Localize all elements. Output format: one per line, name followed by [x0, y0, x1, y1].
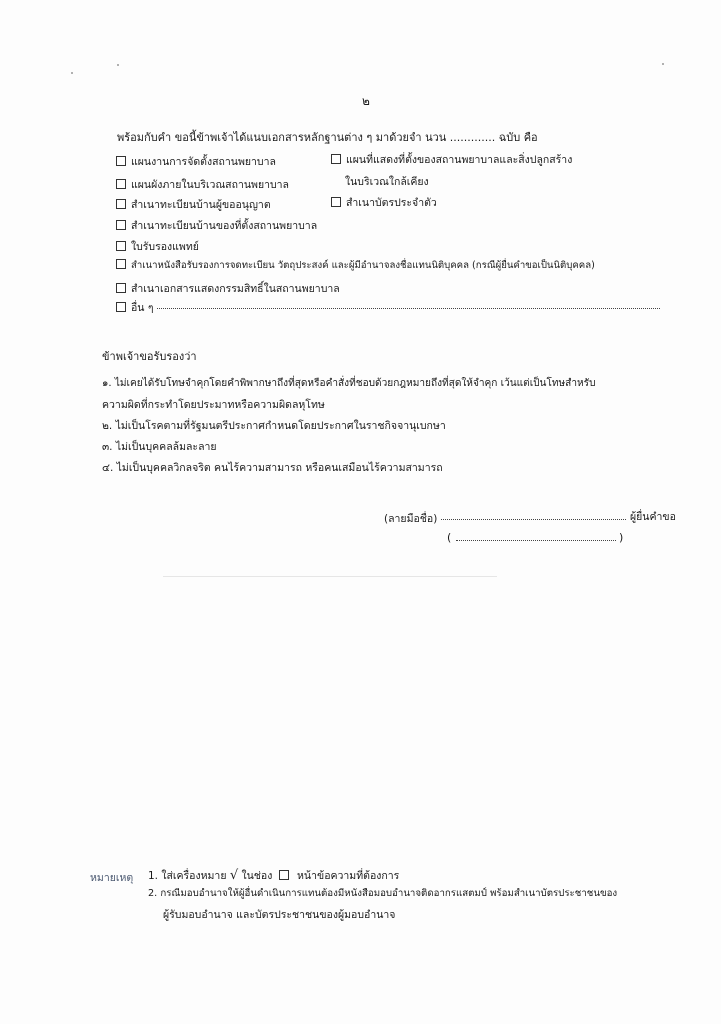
note-1-mid: ในช่อง [241, 870, 273, 882]
checkbox[interactable] [116, 302, 126, 312]
checkbox[interactable] [116, 220, 126, 230]
checkbox[interactable] [331, 154, 341, 164]
certification-item-1: ๑. ไม่เคยได้รับโทษจำคุกโดยคำพิพากษาถึงที่สุดหรือคำสั่งที่ชอบด้วยกฎหมายถึงที่สุดให้จำคุก เว้นแต่เป็นโทษสำหรับ [102, 378, 596, 389]
checkbox[interactable] [116, 259, 126, 269]
checklist-item-label: สำเนาหนังสือรับรองการจดทะเบียน วัตถุประสงค์ และผู้มีอำนาจลงชื่อแทนนิติบุคคล (กรณีผู้ยื่นคำขอเป็นนิติบุคคล) [131, 260, 595, 271]
certification-item-4: ๔. ไม่เป็นบุคคลวิกลจริต คนไร้ความสามารถ หรือคนเสมือนไร้ความสามารถ [102, 462, 443, 474]
checklist-item-site-map-cont [345, 173, 429, 190]
checklist-item-registration-certificate[interactable] [116, 258, 595, 273]
checklist-item-label: สำเนาทะเบียนบ้านของที่ตั้งสถานพยาบาล [131, 220, 318, 232]
checklist-item-label: แผนผังภายในบริเวณสถานพยาบาล [131, 179, 289, 191]
checklist-item-label: แผนที่แสดงที่ตั้งของสถานพยาบาลและสิ่งปลูกสร้าง [346, 154, 573, 166]
scan-speck [662, 63, 664, 65]
signature-label: (ลายมือชื่อ) [384, 513, 438, 525]
note-2-cont: ผู้รับมอบอำนาจ และบัตรประชาชนของผู้มอบอำนาจ [163, 909, 396, 921]
checklist-item-label: ใบรับรองแพทย์ [131, 241, 199, 253]
certification-item-1-cont: ความผิดที่กระทำโดยประมาทหรือความผิดลหุโทษ [102, 399, 325, 411]
checkbox[interactable] [116, 199, 126, 209]
checklist-item-label: สำเนาบัตรประจำตัว [346, 197, 437, 209]
scan-speck [71, 72, 73, 74]
signature-role: ผู้ยื่นคำขอ [630, 511, 676, 523]
page-number: ๒ [362, 94, 370, 108]
checkbox[interactable] [331, 197, 341, 207]
checklist-item-label: อื่น ๆ [131, 302, 154, 314]
checklist-item-label: สำเนาทะเบียนบ้านผู้ขออนุญาต [131, 199, 271, 211]
checklist-item-ownership-document[interactable] [116, 280, 340, 297]
checklist-item-id-card[interactable] [331, 194, 437, 211]
note-1 [148, 867, 399, 884]
certification-item-3: ๓. ไม่เป็นบุคคลล้มละลาย [102, 441, 217, 453]
note-2: 2. กรณีมอบอำนาจให้ผู้อื่นดำเนินการแทนต้องมีหนังสือมอบอำนาจติดอากรแสตมป์ พร้อมสำเนาบัตรประชาชนของ [148, 888, 618, 899]
notes-label: หมายเหตุ [90, 872, 134, 884]
checklist-item-medical-certificate[interactable] [116, 238, 199, 255]
checklist-item-label: แผนงานการจัดตั้งสถานพยาบาล [131, 156, 276, 168]
check-mark-icon: √ [229, 868, 239, 883]
checkbox[interactable] [116, 179, 126, 189]
signature-line[interactable] [441, 510, 626, 520]
printed-name-line[interactable] [456, 531, 616, 541]
checklist-item-internal-layout[interactable] [116, 176, 289, 193]
note-1-prefix: 1. ใส่เครื่องหมาย [148, 870, 227, 882]
attachments-intro: พร้อมกับคำ ขอนี้ข้าพเจ้าได้แนบเอกสารหลักฐานต่าง ๆ มาด้วยจำ นวน ............. ฉบับ คือ [117, 131, 538, 144]
checklist-item-facility-house-reg[interactable] [116, 217, 317, 234]
certification-title: ข้าพเจ้าขอรับรองว่า [102, 350, 197, 363]
checkbox[interactable] [116, 156, 126, 166]
checkbox[interactable] [116, 241, 126, 251]
checklist-item-other[interactable] [116, 299, 153, 316]
checkbox-icon [279, 870, 289, 880]
checklist-item-plan[interactable] [116, 153, 276, 170]
name-paren-open: ( [447, 531, 452, 544]
checklist-item-label: ในบริเวณใกล้เคียง [345, 176, 429, 188]
note-1-suffix: หน้าข้อความที่ต้องการ [297, 870, 400, 882]
checklist-item-applicant-house-reg[interactable] [116, 196, 271, 213]
checklist-item-site-map[interactable] [331, 151, 572, 168]
checkbox[interactable] [116, 283, 126, 293]
divider [163, 576, 497, 577]
other-fill-line[interactable] [157, 299, 660, 309]
certification-item-2: ๒. ไม่เป็นโรคตามที่รัฐมนตรีประกาศกำหนดโดยประกาศในราชกิจจานุเบกษา [102, 420, 446, 432]
name-paren-close: ) [619, 531, 624, 544]
scan-speck [117, 64, 119, 66]
checklist-item-label: สำเนาเอกสารแสดงกรรมสิทธิ์ในสถานพยาบาล [131, 283, 340, 295]
